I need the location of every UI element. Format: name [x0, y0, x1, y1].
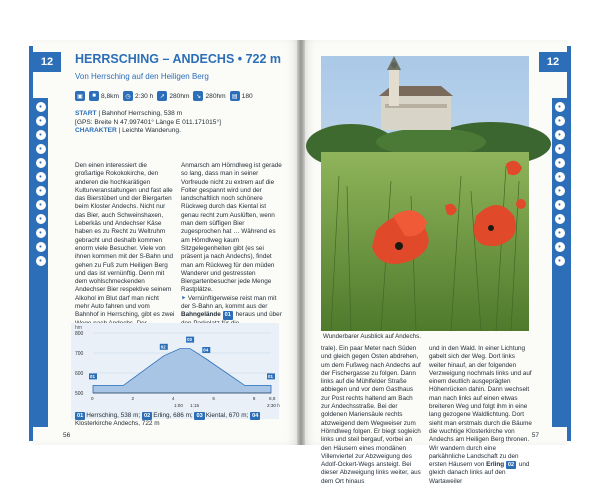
km-tick-label: 4 — [171, 396, 175, 401]
body-column-1: trale). Ein paar Meter nach Süden und gleich gegen Osten abdrehen, um dem Fußweg nach Andechs auf der Fischergasse zu folgen. Dann links auf die Mühlfelder Straße abbiegen und vor dem Gasthaus zur Post rechts haltend am Bach zur Andechsstraße. Bei der goldenen Mariensäule rechts abzweigend dem Wegweiser zum Hörndlweg folgen. Er biegt sogleich links und steil bergauf, vorbei an den Häusern eines mondänen Villenviertel zur Abzweigung des Adolf-Ockert-Wegs ansteigt. Bei dieser Abzweigung links weiter, aus dem Ort hinaus — [321, 345, 421, 485]
chapter-index-strip — [552, 98, 567, 427]
body-column-2 — [429, 345, 533, 486]
waypoint-legend: 01 Herrsching, 538 m; 02 Erling, 686 m; 03 Kiental, 670 m; 04Klosterkirche Andechs, 722 m — [75, 412, 259, 428]
character-label: CHARAKTER — [75, 127, 117, 135]
ascent-icon: ↗ — [157, 91, 167, 101]
elevation-profile — [71, 323, 279, 419]
open-book — [33, 40, 567, 485]
legend-badge: 03 — [196, 413, 203, 419]
photo-caption: Wunderbarer Ausblick auf Andechs. — [323, 333, 421, 340]
gps-text: [GPS: Breite N 47.997401° Länge E 011.171015°] — [75, 118, 221, 126]
waypoint-label: 03 — [187, 337, 192, 343]
bus-icon: ■ — [89, 91, 99, 101]
index-icon: • — [555, 158, 565, 168]
body-text: Anmarsch am Hörndlweg ist gerade so lang, dass man in seiner Vorfreude nicht zu extrem auf die Folter gespannt wird und der landschaftlich noch schönere Rückweg durch das Kiental ist genau recht zum Auslüften, wenn man dem süffigen Bier zugesprochen hat … Während es am Hörndlweg kaum Sitzgelegenheiten gibt (es sei präsent ja nach Andechs), findet man am Rückweg für den müden Wanderer und gestressten Biergartenbesucher jede Menge Rastplätze. — [181, 162, 282, 294]
km-tick-label: 8,8 — [269, 396, 276, 401]
route-subtitle: Von Herrsching auf den Heiligen Berg — [75, 72, 209, 81]
route-info — [75, 110, 275, 136]
body-column-2 — [181, 162, 285, 336]
chapter-number-tab: 12 — [539, 52, 567, 72]
waypoint-badge: 02 — [507, 462, 515, 469]
waypoint-label: 01 — [90, 374, 95, 379]
time-tick-label: 1:15 — [190, 403, 200, 408]
index-icon: • — [36, 242, 46, 252]
index-icon: • — [36, 102, 46, 112]
index-icon: • — [555, 186, 565, 196]
body-bold: Erling — [486, 461, 505, 469]
landscape-image — [321, 56, 529, 331]
stat-map — [230, 91, 253, 101]
index-icon: • — [36, 158, 46, 168]
index-icon: • — [36, 144, 46, 154]
waypoint-badge: 01 — [224, 312, 231, 319]
stat-value: 180 — [241, 92, 253, 100]
character-text: | Leichte Wanderung. — [116, 127, 181, 135]
arrow-icon: ⯈ — [181, 294, 188, 302]
index-icon: • — [36, 186, 46, 196]
stat-value: 8,8km — [101, 92, 119, 100]
chapter-number-tab: 12 — [33, 52, 61, 72]
left-page — [33, 40, 301, 445]
waypoint-label: 04 — [203, 347, 209, 353]
stat-distance — [89, 91, 119, 101]
y-tick-label: 800 — [75, 331, 84, 337]
chapter-index-strip — [33, 98, 48, 427]
index-icon: • — [36, 130, 46, 140]
profile-area — [93, 349, 271, 393]
index-icon: • — [36, 116, 46, 126]
time-tick-label: 2:30 h — [267, 403, 280, 408]
body-text: und gleich danach links auf den Wartaweiler — [429, 461, 530, 485]
time-tick-label: 1:00 — [173, 403, 183, 408]
index-icon: • — [36, 172, 46, 182]
stat-train — [75, 91, 85, 101]
stat-descent — [193, 91, 225, 101]
page-number: 56 — [63, 432, 71, 439]
index-icon: • — [555, 116, 565, 126]
body-text: heraus und über — [235, 311, 282, 319]
route-title: HERRSCHING – ANDECHS • 722 m — [75, 52, 282, 66]
legend-badge: 01 — [77, 413, 84, 419]
km-tick-label: 2 — [131, 396, 135, 401]
index-icon: • — [36, 228, 46, 238]
descent-icon: ↘ — [193, 91, 203, 101]
stat-value: 280hm — [205, 92, 226, 100]
book-gutter — [297, 40, 305, 445]
axis-unit: hm — [75, 325, 82, 331]
index-icon: • — [36, 256, 46, 266]
index-icon: • — [36, 214, 46, 224]
index-icon: • — [36, 200, 46, 210]
index-icon: • — [555, 228, 565, 238]
body-bold: Bahngelände — [181, 311, 221, 319]
legend-text: Herrsching, 538 m — [86, 412, 139, 419]
legend-text: Erling, 686 m — [153, 412, 191, 419]
km-tick-label: 6 — [212, 396, 215, 401]
stat-value: 280hm — [169, 92, 190, 100]
start-text: | Bahnhof Herrsching, 538 m — [96, 110, 183, 117]
y-tick-label: 500 — [75, 391, 84, 397]
stat-value: 2:30 h — [134, 92, 154, 100]
legend-badge: 04 — [252, 413, 259, 419]
body-text: reist man mit der S-Bahn an, kommt aus der — [181, 294, 277, 311]
km-tick-label: 0 — [91, 396, 94, 401]
train-icon: ▣ — [75, 91, 85, 101]
legend-badge: 02 — [144, 413, 151, 419]
index-icon: • — [555, 256, 565, 266]
y-tick-label: 600 — [75, 371, 84, 377]
index-icon: • — [555, 102, 565, 112]
page-edge-right — [567, 46, 571, 441]
legend-text: Klosterkirche Andechs, 722 m — [75, 420, 160, 428]
route-stats — [75, 91, 253, 101]
elevation-chart — [71, 323, 279, 409]
stat-ascent — [157, 91, 189, 101]
y-tick-label: 700 — [75, 351, 84, 357]
index-icon: • — [555, 130, 565, 140]
waypoint-label: 02 — [160, 344, 166, 350]
start-label: START — [75, 110, 97, 117]
clock-icon: ◷ — [123, 91, 133, 101]
km-tick-label: 8 — [252, 396, 256, 401]
index-icon: • — [555, 144, 565, 154]
waypoint-label: 01 — [268, 374, 273, 379]
andechs-photo — [321, 56, 529, 331]
stat-duration — [123, 91, 153, 101]
legend-text: Kiental, 670 m — [205, 412, 247, 419]
body-text: Vernünftigerweise — [187, 294, 239, 302]
right-page — [301, 40, 567, 485]
index-icon: • — [555, 200, 565, 210]
book-icon: ▤ — [230, 91, 240, 101]
index-icon: • — [555, 242, 565, 252]
page-number: 57 — [531, 432, 539, 439]
index-icon: • — [555, 214, 565, 224]
body-column-1: Den einen interessiert die großartige Rokokokirche, den anderen die hochkarätigen Kulturveranstaltungen und fast alle das Bierstüberl und der Biergarten beim Kloster Andechs. Nicht nur das Bier, auch Schweinshaxen, Leberkäs und Andechser Käse haben es zu Recht zu Weltruhm gebracht und deshalb kommen enorm viele Besucher. Viele von ihnen kommen mit der S-Bahn und gehen zu Fuß zum Heiligen Berg und das ist vernünftig. Denn mit dem wohlschmeckenden Andechser Bier respektive seinem Alkohol im Blut darf man nicht mehr Auto fahren und vom Bahnhof in Herrsching, gibt es zwei — [75, 162, 175, 319]
index-icon: • — [555, 172, 565, 182]
body-text: und in den Wald. In einer Lichtung gabelt sich der Weg. Dort links weiter hinauf, an der folgenden Verzweigung nochmals links und auf einem deutlich ausgeprägten Höhenrücken dahin. Dann wechselt man nach links auf einen etwas breiteren Weg und folgt ihm in eine lang gezogene Waldlichtung. Dort sieht man erstmals durch die Bäume die wuchtige Klosterkirche von Andechs am Heiligen Berg thronen. Wir wandern durch eine parkähnliche Landschaft zu den ersten Häusern von — [429, 345, 532, 469]
